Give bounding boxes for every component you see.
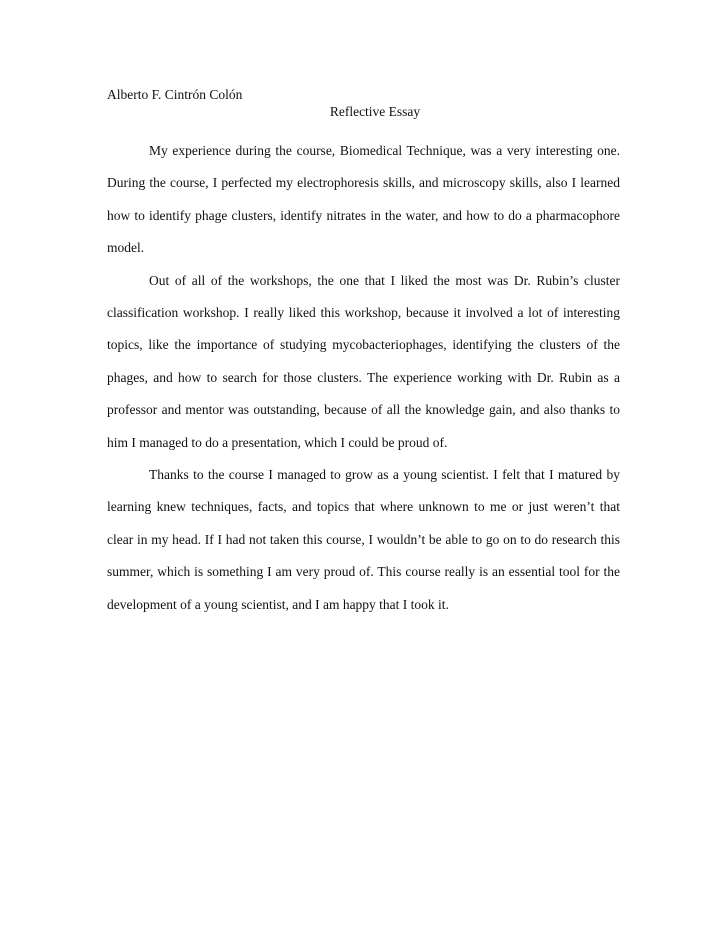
paragraph-1: My experience during the course, Biomedical Technique, was a very interesting one. During the course, I perfected my electrophoresis skills, and microscopy skills, also I learned how to identify phage clusters, identify nitrates in the water, and how to do a pharmacophore model. [107,143,620,256]
author-name: Alberto F. Cintrón Colón [107,87,243,102]
essay-title: Reflective Essay [329,104,421,119]
paragraph-3: Thanks to the course I managed to grow as a young scientist. I felt that I matured by learning knew techniques, facts, and topics that where unknown to me or just weren’t that clear in my head. If I had not taken this course, I wouldn’t be able to go on to do research this summer, which is something I am very proud of. This course really is an essential tool for the development of a young scientist, and I am happy that I took it. [107,467,620,612]
essay-body [107,135,620,621]
paragraph-2: Out of all of the workshops, the one that I liked the most was Dr. Rubin’s cluster classification workshop. I really liked this workshop, because it involved a lot of interesting topics, like the importance of studying mycobacteriophages, identifying the clusters of the phages, and how to search for those clusters. The experience working with Dr. Rubin as a professor and mentor was outstanding, because of all the knowledge gain, and also thanks to him I managed to do a presentation, which I could be proud of. [107,272,620,450]
